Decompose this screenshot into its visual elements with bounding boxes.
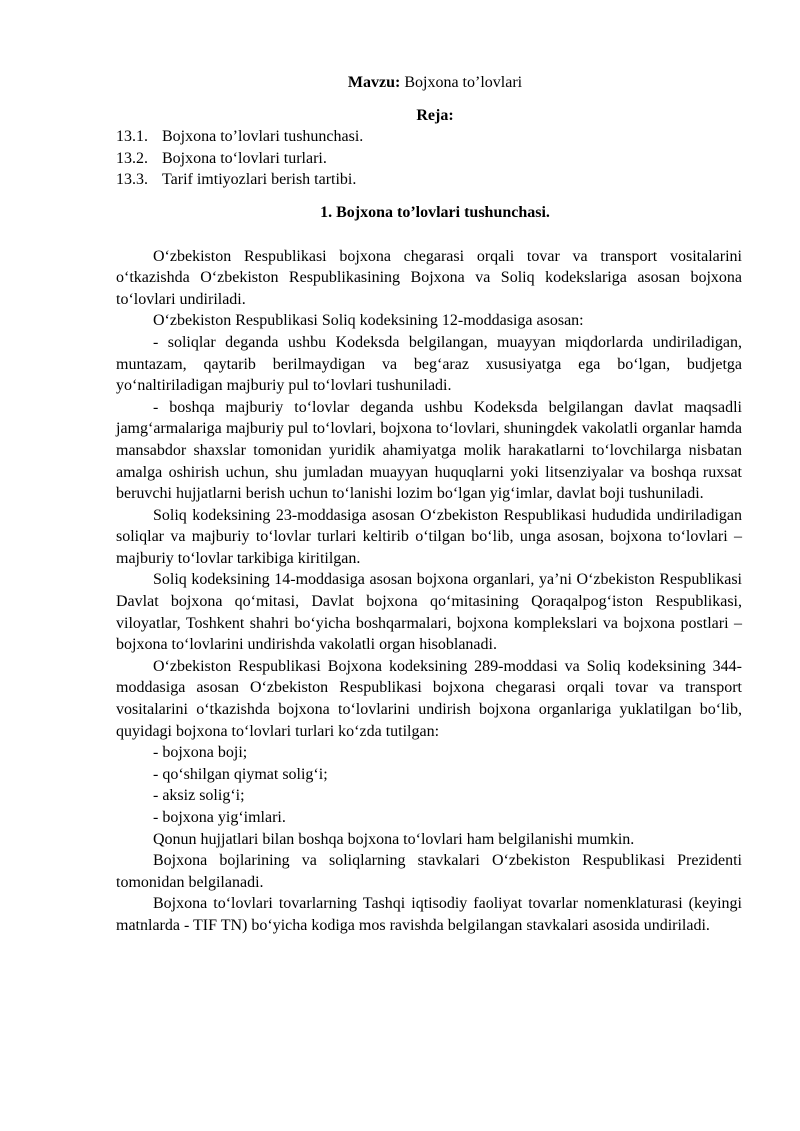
list-item: - bojxona yigʻimlari. — [153, 809, 286, 826]
plan-heading: Reja: — [416, 106, 454, 124]
plan-item — [116, 148, 742, 170]
plan-item-text: Tarif imtiyozlari berish tartibi. — [162, 171, 357, 189]
paragraph: Oʻzbekiston Respublikasi bojxona chegarasi orqali tovar va transport vositalarini oʻtkazishda Oʻzbekiston Respublikasining Bojxona va Soliq kodekslariga asosan bojxona toʻlovlari undiriladi. — [116, 247, 742, 308]
plan-list — [116, 126, 742, 191]
paragraph: Oʻzbekiston Respublikasi Soliq kodeksining 12-moddasiga asosan: — [153, 312, 584, 330]
plan-item-text: Bojxona toʻlovlari turlari. — [162, 149, 327, 167]
section-heading: 1. Bojxona to’lovlari tushunchasi. — [320, 203, 550, 221]
plan-item — [116, 169, 742, 191]
document-title — [116, 72, 742, 94]
plan-item — [116, 126, 742, 148]
document-page — [116, 72, 742, 937]
title-label: Mavzu: — [347, 74, 401, 91]
list-item: - qoʻshilgan qiymat soligʻi; — [153, 765, 328, 783]
paragraph: Bojxona toʻlovlari tovarlarning Tashqi iqtisodiy faoliyat tovarlar nomenklaturasi (keyingi matnlarda - TIF TN) boʻyicha kodiga mos ravishda belgilangan stavkalari asosida undiriladi. — [116, 895, 742, 934]
paragraph: Soliq kodeksining 14-moddasiga asosan bojxona organlari, ya’ni Oʻzbekiston Respublikasi Davlat bojxona qoʻmitasi, Davlat bojxona qoʻmitasining Qoraqalpogʻiston Respublikasi, viloyatlar, Toshkent shahri boʻyicha boshqarmalari, bojxona komplekslari va bojxona postlari – bojxona toʻlovlarini undirishda vakolatli organ hisoblanadi. — [116, 571, 742, 654]
list-item: - aksiz soligʻi; — [153, 787, 245, 805]
paragraph: Oʻzbekiston Respublikasi Bojxona kodeksining 289-moddasi va Soliq kodeksining 344-moddasiga asosan Oʻzbekiston Respublikasi bojxona chegarasi orqali tovar va transport vositalarini oʻtkazishda bojxona toʻlovlarini undirish bojxona organlariga yuklatilgan boʻlib, quyidagi bojxona toʻlovlari turlari koʻzda tutilgan: — [116, 657, 742, 740]
paragraph: - soliqlar deganda ushbu Kodeksda belgilangan, muayyan miqdorlarda undiriladigan, muntazam, qaytarib berilmaydigan va begʻaraz xususiyatga ega boʻlgan, budjetga yoʻnaltiriladigan majburiy pul toʻlovlari tushuniladi. — [116, 333, 742, 395]
paragraph: Soliq kodeksining 23-moddasiga asosan Oʻzbekiston Respublikasi hududida undiriladigan soliqlar va majburiy toʻlovlar turlari keltirib oʻtilgan boʻlib, unga asosan, bojxona toʻlovlari – majburiy toʻlovlar tarkibiga kiritilgan. — [116, 506, 742, 567]
plan-item-number: 13.1. — [116, 128, 148, 146]
title-text: Bojxona to’lovlari — [400, 74, 523, 91]
plan-item-number: 13.3. — [116, 171, 148, 189]
paragraph: - boshqa majburiy toʻlovlar deganda ushbu Kodeksda belgilangan davlat maqsadli jamgʻarmalariga majburiy pul toʻlovlari, bojxona toʻlovlari, shuningdek vakolatli organlar hamda mansabdor shaxslar tomonidan yuridik ahamiyatga molik harakatlarni toʻlovchilarga nisbatan amalga oshirish uchun, shu jumladan muayyan huquqlarni yoki litsenziyalar va boshqa ruxsat beruvchi hujjatlarni berish uchun toʻlanishi lozim boʻlgan yigʻimlar, davlat boji tushuniladi. — [116, 398, 742, 503]
paragraph: Qonun hujjatlari bilan boshqa bojxona toʻlovlari ham belgilanishi mumkin. — [153, 830, 635, 848]
plan-item-number: 13.2. — [116, 149, 148, 167]
plan-item-text: Bojxona to’lovlari tushunchasi. — [162, 128, 364, 146]
paragraph: Bojxona bojlarining va soliqlarning stavkalari Oʻzbekiston Respublikasi Prezidenti tomonidan belgilanadi. — [116, 852, 742, 891]
list-item: - bojxona boji; — [153, 744, 248, 762]
